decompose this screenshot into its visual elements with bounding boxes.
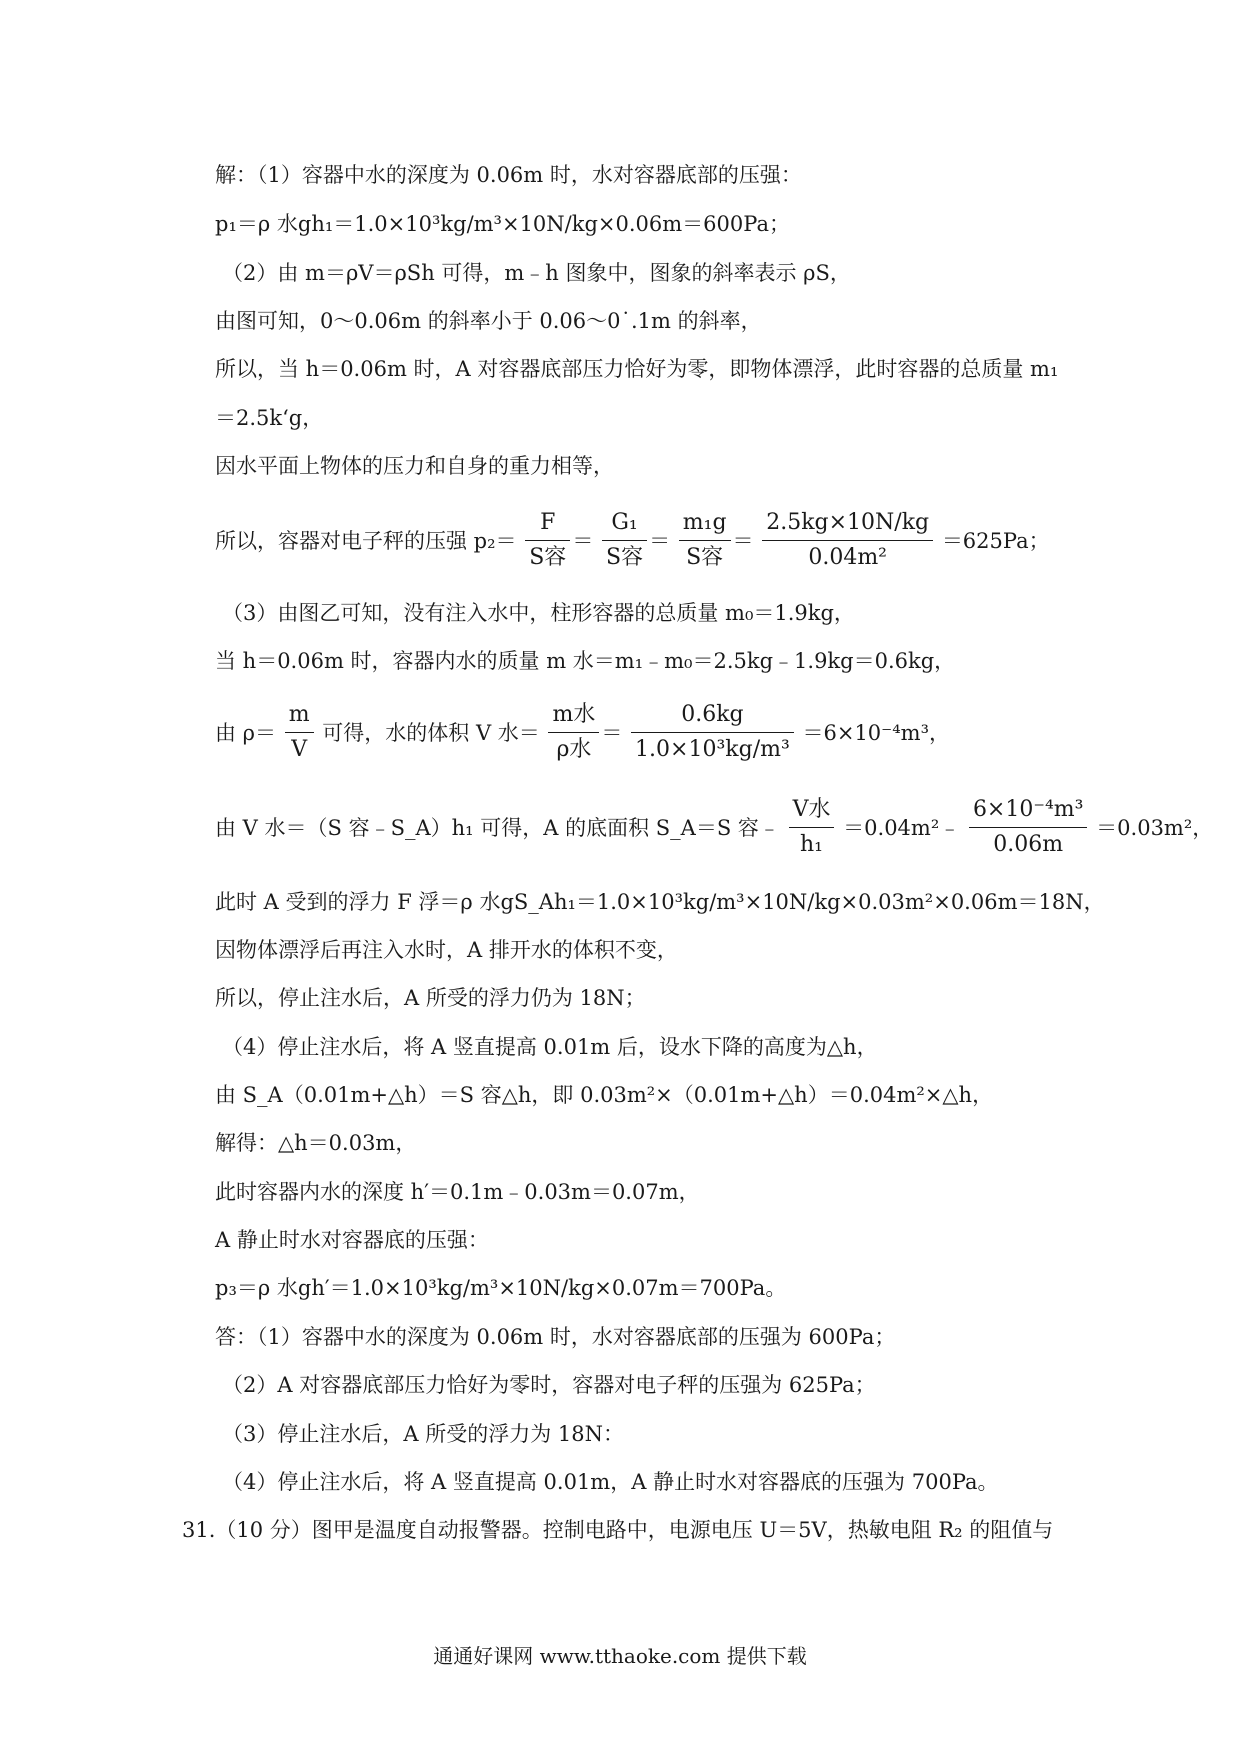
formula-result: ＝625Pa； (941, 528, 1050, 553)
fraction-volume-numeric: $\frac{0.6kg}{\text{1.0×10³kg/m³}}$ (631, 700, 794, 765)
answer-line-4: （4）停止注水后，将 A 竖直提高 0.01m，A 静止时水对容器底的压强为 700Pa。 (222, 1470, 999, 1494)
solution-line-1: 解：（1）容器中水的深度为 0.06m 时，水对容器底部的压强： (215, 163, 802, 187)
volume-formula-line: 由 ρ＝ $\frac{m}{V}$ 可得，水的体积 V 水＝ $\frac{\text{m水}}{\text{ρ水}}$ ＝ $\frac{0.6kg}{\text{1.0×10³kg/m³}}$ ＝6×10⁻⁴m³， (215, 700, 950, 765)
fraction-mwater-over-rho: $\frac{\text{m水}}{\text{ρ水}}$ (548, 700, 599, 765)
solution-line-10: 当 h＝0.06m 时，容器内水的质量 m 水＝m₁﹣m₀＝2.5kg﹣1.9kg＝0.6kg， (215, 649, 956, 673)
answer-line-2: （2）A 对容器底部压力恰好为零时，容器对电子秤的压强为 625Pa； (222, 1373, 876, 1397)
question-31: 31.（10 分）图甲是温度自动报警器。控制电路中，电源电压 U＝5V，热敏电阻 R₂ 的阻值与 (182, 1518, 1054, 1542)
pressure-formula-line: 所以，容器对电子秤的压强 p₂＝ $\frac{F}{\text{S容}}$ ＝ $\frac{\text{G₁}}{\text{S容}}$ ＝ $\frac{\text{m₁g}}{\text{S容}}$ ＝ $\frac{2.5kg\times 10N/kg}{\text{0.04m²}}$ ＝625Pa； (215, 508, 1050, 573)
area-formula-line: 由 V 水＝（S 容﹣S_A）h₁ 可得，A 的底面积 S_A＝S 容﹣ $\frac{\text{V水}}{\text{h₁}}$ ＝0.04m²﹣ $\frac{\text{6×10⁻⁴m³}}{0.06m}$ ＝0.03m²， (215, 795, 1213, 860)
solution-line-21: p₃＝ρ 水gh′＝1.0×10³kg/m³×10N/kg×0.07m＝700Pa。 (215, 1276, 787, 1300)
fraction-area-numeric: $\frac{\text{6×10⁻⁴m³}}{0.06m}$ (969, 795, 1088, 860)
fraction-m-over-v: $\frac{m}{V}$ (285, 700, 314, 765)
fraction-numeric: $\frac{2.5kg\times 10N/kg}{\text{0.04m²}}$ (762, 508, 933, 573)
solution-line-2: p₁＝ρ 水gh₁＝1.0×10³kg/m³×10N/kg×0.06m＝600Pa； (215, 212, 790, 236)
solution-line-4: 由图可知，0～0.06m 的斜率小于 0.06～0˙.1m 的斜率， (215, 309, 762, 333)
solution-line-18: 解得：△h＝0.03m， (215, 1131, 417, 1155)
answer-line-3: （3）停止注水后，A 所受的浮力为 18N： (222, 1422, 624, 1446)
solution-line-3: （2）由 m＝ρV＝ρSh 可得，m﹣h 图象中，图象的斜率表示 ρS， (222, 261, 851, 285)
solution-line-5: 所以，当 h＝0.06m 时，A 对容器底部压力恰好为零，即物体漂浮，此时容器的总质量 m₁ (215, 357, 1059, 381)
fraction-f-over-s: $\frac{F}{\text{S容}}$ (525, 508, 570, 573)
formula-prefix: 所以，容器对电子秤的压强 p₂＝ (215, 528, 517, 553)
solution-line-19: 此时容器内水的深度 h′＝0.1m﹣0.03m＝0.07m， (215, 1180, 700, 1204)
solution-line-16: （4）停止注水后，将 A 竖直提高 0.01m 后，设水下降的高度为△h， (222, 1035, 878, 1059)
solution-line-17: 由 S_A（0.01m+△h）＝S 容△h，即 0.03m²×（0.01m+△h）＝0.04m²×△h， (215, 1083, 994, 1107)
solution-line-13: 此时 A 受到的浮力 F 浮＝ρ 水gS_Ah₁＝1.0×10³kg/m³×10N/kg×0.03m²×0.06m＝18N， (215, 890, 1105, 914)
page-footer: 通通好课网 www.tthaoke.com 提供下载 (433, 1644, 807, 1668)
solution-line-14: 因物体漂浮后再注入水时，A 排开水的体积不变， (215, 938, 678, 962)
solution-line-7: 因水平面上物体的压力和自身的重力相等， (215, 454, 614, 478)
fraction-mg-over-s: $\frac{\text{m₁g}}{\text{S容}}$ (679, 508, 731, 573)
fraction-g-over-s: $\frac{\text{G₁}}{\text{S容}}$ (602, 508, 647, 573)
answer-line-1: 答：（1）容器中水的深度为 0.06m 时，水对容器底部的压强为 600Pa； (215, 1325, 896, 1349)
solution-line-6: ＝2.5k‘g， (215, 406, 324, 430)
fraction-v-over-h: $\frac{\text{V水}}{\text{h₁}}$ (789, 795, 835, 860)
solution-line-20: A 静止时水对容器底的压强： (215, 1228, 489, 1252)
solution-line-15: 所以，停止注水后，A 所受的浮力仍为 18N； (215, 986, 646, 1010)
solution-line-9: （3）由图乙可知，没有注入水中，柱形容器的总质量 m₀＝1.9kg， (222, 601, 855, 625)
